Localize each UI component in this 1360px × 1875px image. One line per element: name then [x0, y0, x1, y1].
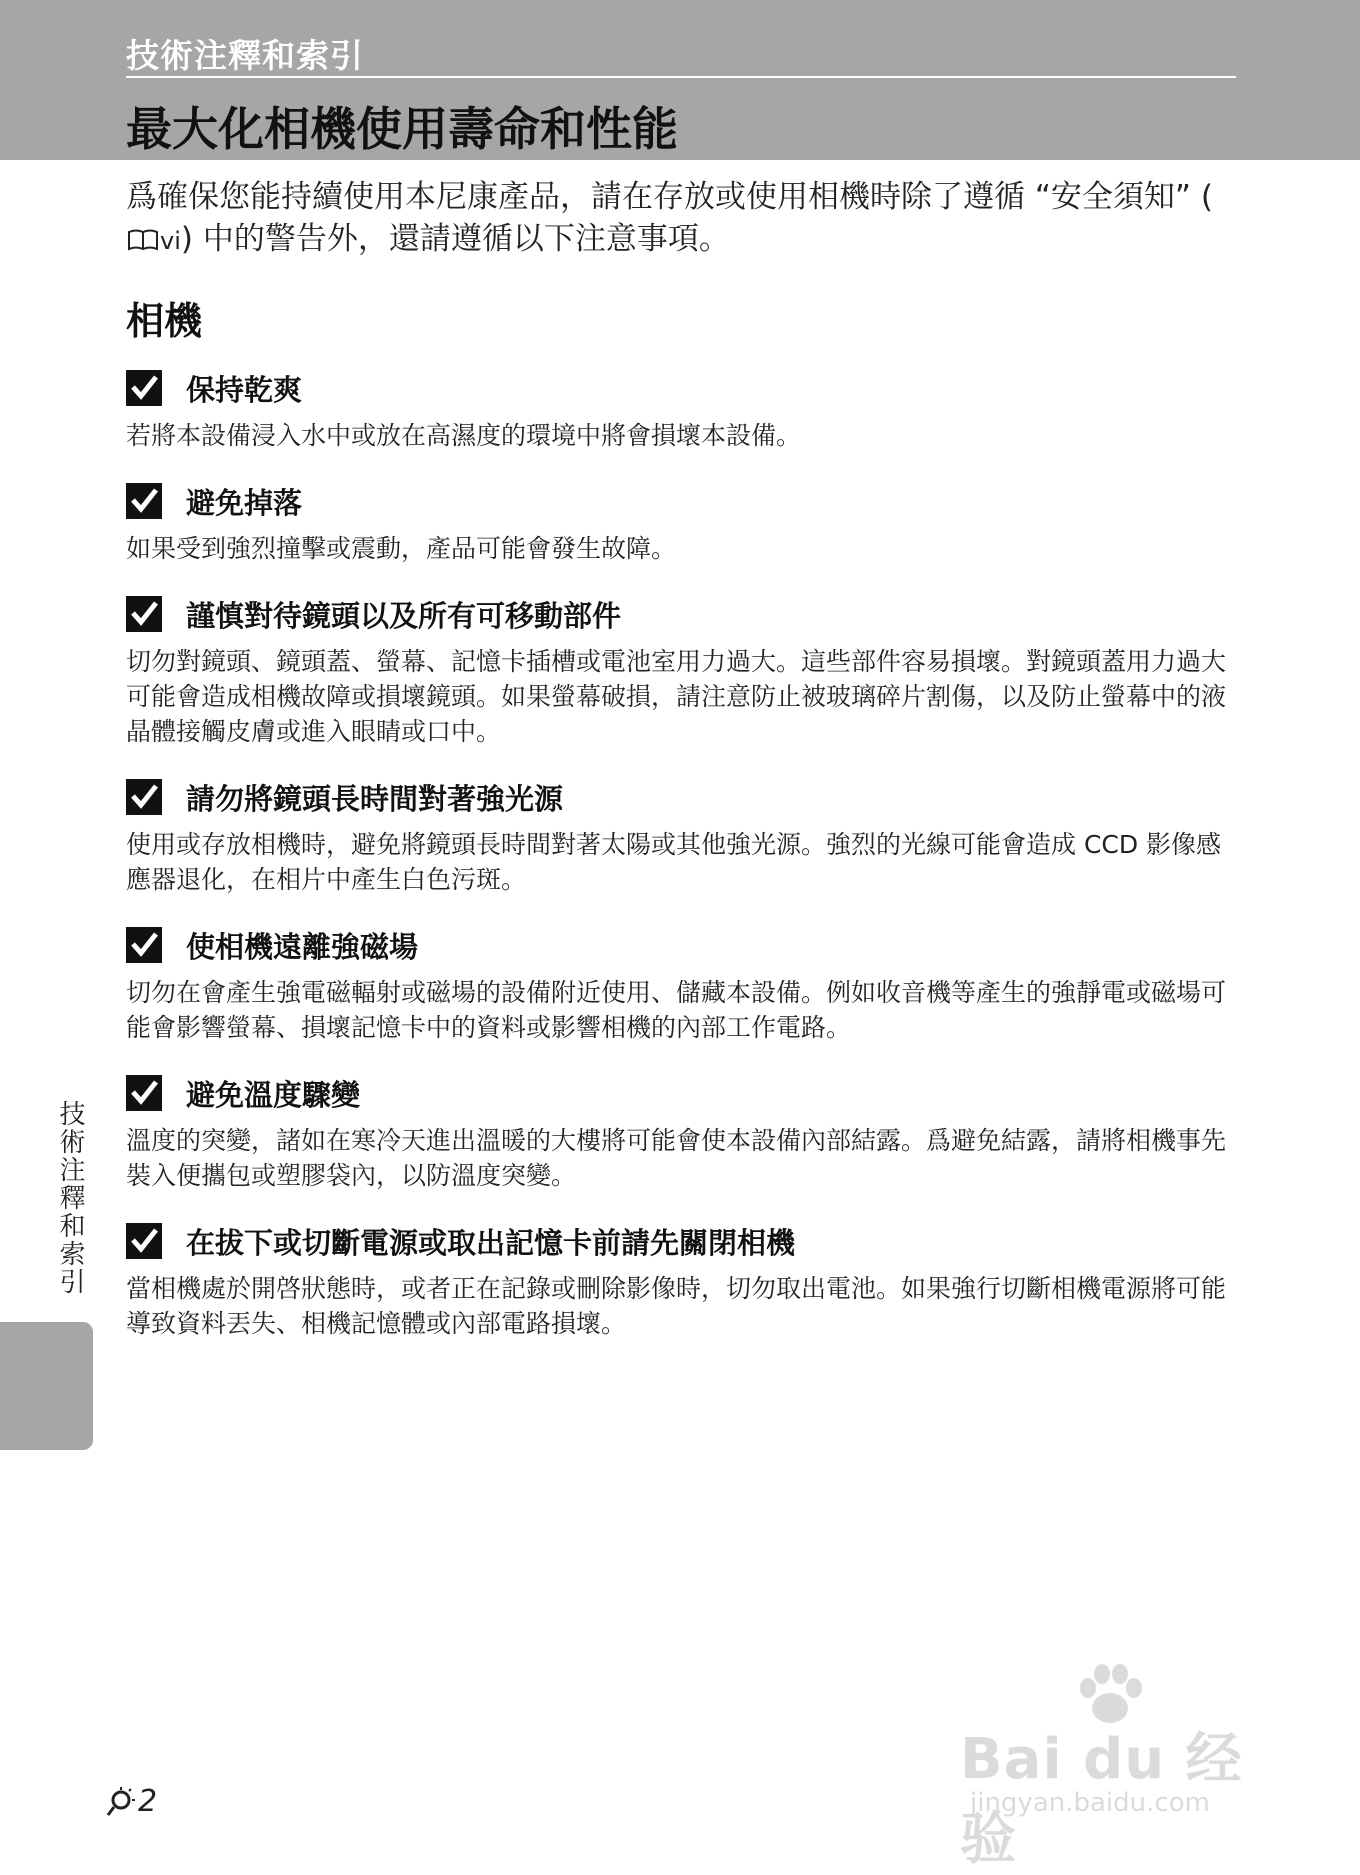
check-icon	[126, 1223, 162, 1259]
section-label: 技術注釋和索引	[126, 36, 364, 75]
page-number-value: 2	[138, 1784, 158, 1819]
note-magnetic-fields	[126, 925, 1241, 1045]
check-icon	[126, 779, 162, 815]
note-body: 如果受到強烈撞擊或震動，產品可能會發生故障。	[126, 534, 677, 563]
note-title: 謹慎對待鏡頭以及所有可移動部件	[186, 598, 622, 633]
note-title: 使相機遠離強磁場	[186, 929, 419, 964]
note-body: 當相機處於開啓狀態時，或者正在記錄或刪除影像時，切勿取出電池。如果強行切斷相機電源將可能導致資料丟失、相機記憶體或內部電路損壞。	[126, 1274, 1227, 1338]
side-tab-label: 技術注釋和索引	[55, 1100, 85, 1296]
watermark	[960, 1660, 1290, 1872]
note-title: 在拔下或切斷電源或取出記憶卡前請先關閉相機	[186, 1225, 796, 1260]
check-icon	[126, 370, 162, 406]
note-strong-light	[126, 777, 1241, 897]
note-lens-care	[126, 594, 1241, 749]
check-icon	[126, 927, 162, 963]
book-icon	[128, 220, 158, 242]
note-title: 請勿將鏡頭長時間對著強光源	[186, 781, 564, 816]
notes-list	[126, 368, 1241, 1369]
tip-icon	[104, 1785, 138, 1819]
header-band	[0, 0, 1360, 160]
side-tab[interactable]	[0, 1322, 93, 1450]
page-number	[104, 1784, 157, 1819]
note-body: 切勿對鏡頭、鏡頭蓋、螢幕、記憶卡插槽或電池室用力過大。這些部件容易損壞。對鏡頭蓋用力過大可能會造成相機故障或損壞鏡頭。如果螢幕破損，請注意防止被玻璃碎片割傷，以及防止螢幕中的液晶體接觸皮膚或進入眼睛或口中。	[126, 647, 1227, 746]
note-title: 避免溫度驟變	[186, 1077, 361, 1112]
check-icon	[126, 596, 162, 632]
page-title: 最大化相機使用壽命和性能	[126, 102, 678, 156]
intro-page-ref[interactable]: vi	[160, 227, 181, 255]
note-avoid-drop	[126, 481, 1241, 566]
watermark-brand: Bai du 经验	[960, 1727, 1243, 1872]
intro-paragraph	[126, 176, 1246, 262]
note-body: 使用或存放相機時，避免將鏡頭長時間對著太陽或其他強光源。強烈的光線可能會造成 CCD 影像感應器退化，在相片中產生白色污斑。	[126, 830, 1222, 894]
check-icon	[126, 483, 162, 519]
intro-text-start: 爲確保您能持續使用本尼康產品，請在存放或使用相機時除了遵循 “安全須知” (	[126, 179, 1213, 215]
header-divider	[126, 76, 1236, 78]
watermark-url: jingyan.baidu.com	[970, 1788, 1210, 1818]
note-keep-dry	[126, 368, 1241, 453]
camera-section-heading: 相機	[126, 299, 203, 343]
check-icon	[126, 1075, 162, 1111]
note-body: 切勿在會產生強電磁輻射或磁場的設備附近使用、儲藏本設備。例如收音機等產生的強靜電或磁場可能會影響螢幕、損壞記憶卡中的資料或影響相機的內部工作電路。	[126, 978, 1227, 1042]
note-title: 避免掉落	[186, 485, 303, 520]
note-power-off	[126, 1221, 1241, 1341]
note-temperature	[126, 1073, 1241, 1193]
note-body: 若將本設備浸入水中或放在高濕度的環境中將會損壞本設備。	[126, 421, 802, 450]
note-title: 保持乾爽	[186, 372, 303, 407]
intro-text-end: ) 中的警告外，還請遵循以下注意事項。	[180, 221, 730, 257]
note-body: 溫度的突變，諸如在寒冷天進出溫暖的大樓將可能會使本設備內部結露。爲避免結露，請將相機事先裝入便攜包或塑膠袋內，以防溫度突變。	[126, 1126, 1227, 1190]
